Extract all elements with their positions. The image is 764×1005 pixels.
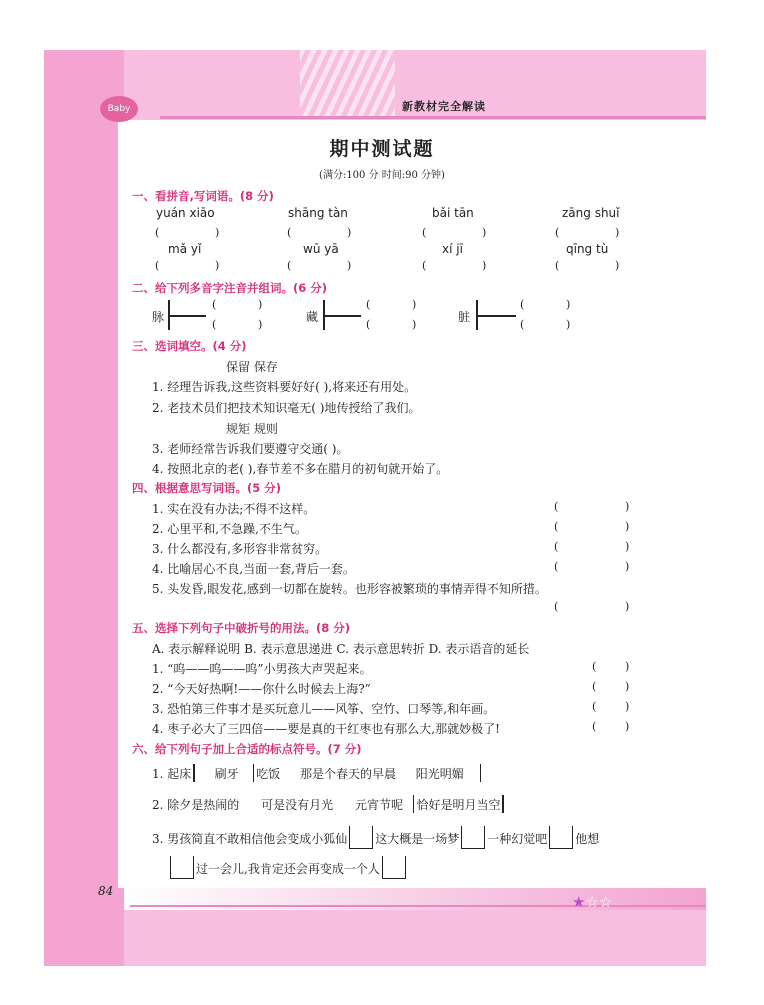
question-line: 2. “今天好热啊!——你什么时候去上海?” (152, 682, 371, 696)
sentence-part: 一种幻觉吧 (487, 832, 548, 846)
decor-stripes (300, 50, 395, 118)
answer-blank-end: ) (347, 226, 352, 239)
word-choices: 规矩 规则 (226, 422, 278, 436)
answer-blank-end: ) (215, 226, 220, 239)
brace-line (478, 315, 516, 317)
answer-blank[interactable]: ( (592, 720, 597, 733)
answer-blank-end: ) (412, 298, 417, 311)
answer-blank-end: ) (566, 298, 571, 311)
punctuation-line-1 (152, 764, 483, 782)
pinyin-item: xí jī (442, 242, 463, 256)
section-2-heading: 二、给下列多音字注音并组词。(6 分) (132, 281, 328, 295)
answer-blank[interactable]: ( (554, 560, 559, 573)
star-outline-icon: ☆ (598, 893, 613, 911)
sentence-part: 吃饭 (256, 767, 281, 781)
answer-blank[interactable]: ( (212, 298, 217, 311)
punct-box[interactable] (502, 795, 504, 813)
answer-blank[interactable]: ( (554, 540, 559, 553)
punct-box[interactable] (480, 764, 482, 782)
answer-blank-end: ) (258, 298, 263, 311)
pinyin-item: bǎi tān (432, 206, 474, 220)
pinyin-item: mǎ yǐ (168, 242, 202, 256)
question-line: 2. 老技术员们把技术知识毫无( )地传授给了我们。 (152, 401, 421, 415)
sentence-part: 恰好是明月当空 (416, 798, 501, 812)
question-line: 1. 实在没有办法;不得不这样。 (152, 502, 316, 516)
section-1-heading: 一、看拼音,写词语。(8 分) (132, 189, 274, 203)
question-line: 4. 枣子必大了三四倍——要是真的干红枣也有那么大,那就妙极了! (152, 722, 500, 736)
sentence-part: 1. 起床 (152, 767, 192, 781)
sentence-part: 过一会儿,我肯定还会再变成一个人 (196, 862, 380, 876)
sentence-part: 3. 男孩简直不敢相信他会变成小狐仙 (152, 832, 348, 846)
question-line: 1. 经理告诉我,这些资料要好好( ),将来还有用处。 (152, 380, 417, 394)
punct-box[interactable] (170, 856, 194, 879)
answer-blank-end: ) (482, 259, 487, 272)
punct-box[interactable] (193, 764, 195, 782)
sentence-part: 可是没有月光 (261, 798, 334, 812)
punctuation-line-3 (152, 826, 599, 849)
section-6-heading: 六、给下列句子加上合适的标点符号。(7 分) (132, 742, 362, 756)
option-list: A. 表示解释说明 B. 表示意思递进 C. 表示意思转折 D. 表示语音的延长 (152, 642, 530, 656)
punctuation-line-2 (152, 795, 506, 813)
answer-blank-end: ) (625, 540, 630, 553)
pinyin-item: qīng tù (566, 242, 609, 256)
answer-blank-end: ) (615, 259, 620, 272)
sentence-part: 2. 除夕是热闹的 (152, 798, 240, 812)
answer-blank[interactable]: ( (555, 259, 560, 272)
section-5-heading: 五、选择下列句子中破折号的用法。(8 分) (132, 621, 351, 635)
answer-blank[interactable]: ( (287, 259, 292, 272)
punct-box[interactable] (461, 826, 485, 849)
answer-blank[interactable]: ( (554, 520, 559, 533)
punct-box[interactable] (349, 826, 373, 849)
answer-blank-end: ) (482, 226, 487, 239)
answer-blank-end: ) (625, 660, 630, 673)
brace-line (170, 315, 206, 317)
answer-blank[interactable]: ( (287, 226, 292, 239)
answer-blank[interactable]: ( (554, 500, 559, 513)
question-line: 3. 什么都没有,多形容非常贫穷。 (152, 542, 328, 556)
punct-box[interactable] (413, 795, 415, 813)
star-icon: ★ (572, 893, 586, 911)
answer-blank-end: ) (625, 500, 630, 513)
pinyin-item: shāng tàn (288, 206, 348, 220)
star-outline-icon: ☆ (585, 893, 599, 911)
question-line: 3. 恐怕第三件事才是买玩意儿——风筝、空竹、口琴等,和年画。 (152, 702, 496, 716)
answer-blank-end: ) (412, 318, 417, 331)
question-line: 1. “呜——呜——呜”小男孩大声哭起来。 (152, 662, 372, 676)
answer-blank-end: ) (625, 680, 630, 693)
answer-blank[interactable]: ( (592, 660, 597, 673)
punct-box[interactable] (382, 856, 406, 879)
answer-blank[interactable]: ( (155, 259, 160, 272)
answer-blank-end: ) (566, 318, 571, 331)
answer-blank-end: ) (625, 720, 630, 733)
answer-blank-end: ) (215, 259, 220, 272)
sentence-part: 他想 (575, 832, 600, 846)
brand-logo: Baby (100, 96, 138, 122)
punctuation-line-4 (168, 856, 408, 879)
answer-blank[interactable]: ( (554, 600, 559, 613)
answer-blank[interactable]: ( (592, 680, 597, 693)
polyphone-char: 脏 (458, 310, 471, 324)
answer-blank[interactable]: ( (366, 318, 371, 331)
answer-blank-end: ) (625, 520, 630, 533)
question-line: 2. 心里平和,不急躁,不生气。 (152, 522, 307, 536)
sentence-part: 这大概是一场梦 (375, 832, 460, 846)
answer-blank[interactable]: ( (422, 226, 427, 239)
answer-blank[interactable]: ( (592, 700, 597, 713)
sentence-part: 刷牙 (214, 767, 239, 781)
left-band (44, 50, 124, 966)
sentence-part: 阳光明媚 (415, 767, 464, 781)
section-3-heading: 三、选词填空。(4 分) (132, 339, 247, 353)
page-title: 期中测试题 (329, 138, 435, 160)
answer-blank[interactable]: ( (366, 298, 371, 311)
difficulty-stars (572, 892, 612, 911)
polyphone-char: 藏 (306, 310, 319, 324)
answer-blank[interactable]: ( (212, 318, 217, 331)
question-line: 4. 按照北京的老( ),春节差不多在腊月的初旬就开始了。 (152, 462, 449, 476)
answer-blank[interactable]: ( (155, 226, 160, 239)
answer-blank-end: ) (258, 318, 263, 331)
answer-blank[interactable]: ( (520, 318, 525, 331)
score-time-note: (满分:100 分 时间:90 分钟) (319, 170, 445, 181)
answer-blank-end: ) (625, 560, 630, 573)
question-line: 3. 老师经常告诉我们要遵守交通( )。 (152, 442, 349, 456)
brand-title: 新教材完全解读 (402, 100, 486, 113)
punct-box[interactable] (549, 826, 573, 849)
answer-blank-end: ) (625, 600, 630, 613)
answer-blank[interactable]: ( (555, 226, 560, 239)
answer-blank[interactable]: ( (520, 298, 525, 311)
pinyin-item: yuán xiāo (156, 206, 215, 220)
word-choices: 保留 保存 (226, 360, 278, 374)
pinyin-item: zāng shuǐ (562, 206, 620, 220)
page-number: 84 (98, 884, 114, 898)
question-line: 4. 比喻居心不良,当面一套,背后一套。 (152, 562, 355, 576)
footer-rule (130, 905, 706, 907)
pinyin-item: wū yā (303, 242, 339, 256)
sentence-part: 元宵节呢 (354, 798, 403, 812)
header-rule (160, 116, 706, 119)
answer-blank-end: ) (347, 259, 352, 272)
punct-box[interactable] (253, 764, 255, 782)
brace-line (325, 315, 361, 317)
answer-blank-end: ) (615, 226, 620, 239)
answer-blank[interactable]: ( (422, 259, 427, 272)
section-4-heading: 四、根据意思写词语。(5 分) (132, 481, 282, 495)
polyphone-char: 脉 (152, 310, 165, 324)
sentence-part: 那是个春天的早晨 (299, 767, 396, 781)
question-line: 5. 头发昏,眼发花,感到一切都在旋转。也形容被繁琐的事情弄得不知所措。 (152, 582, 547, 596)
answer-blank-end: ) (625, 700, 630, 713)
